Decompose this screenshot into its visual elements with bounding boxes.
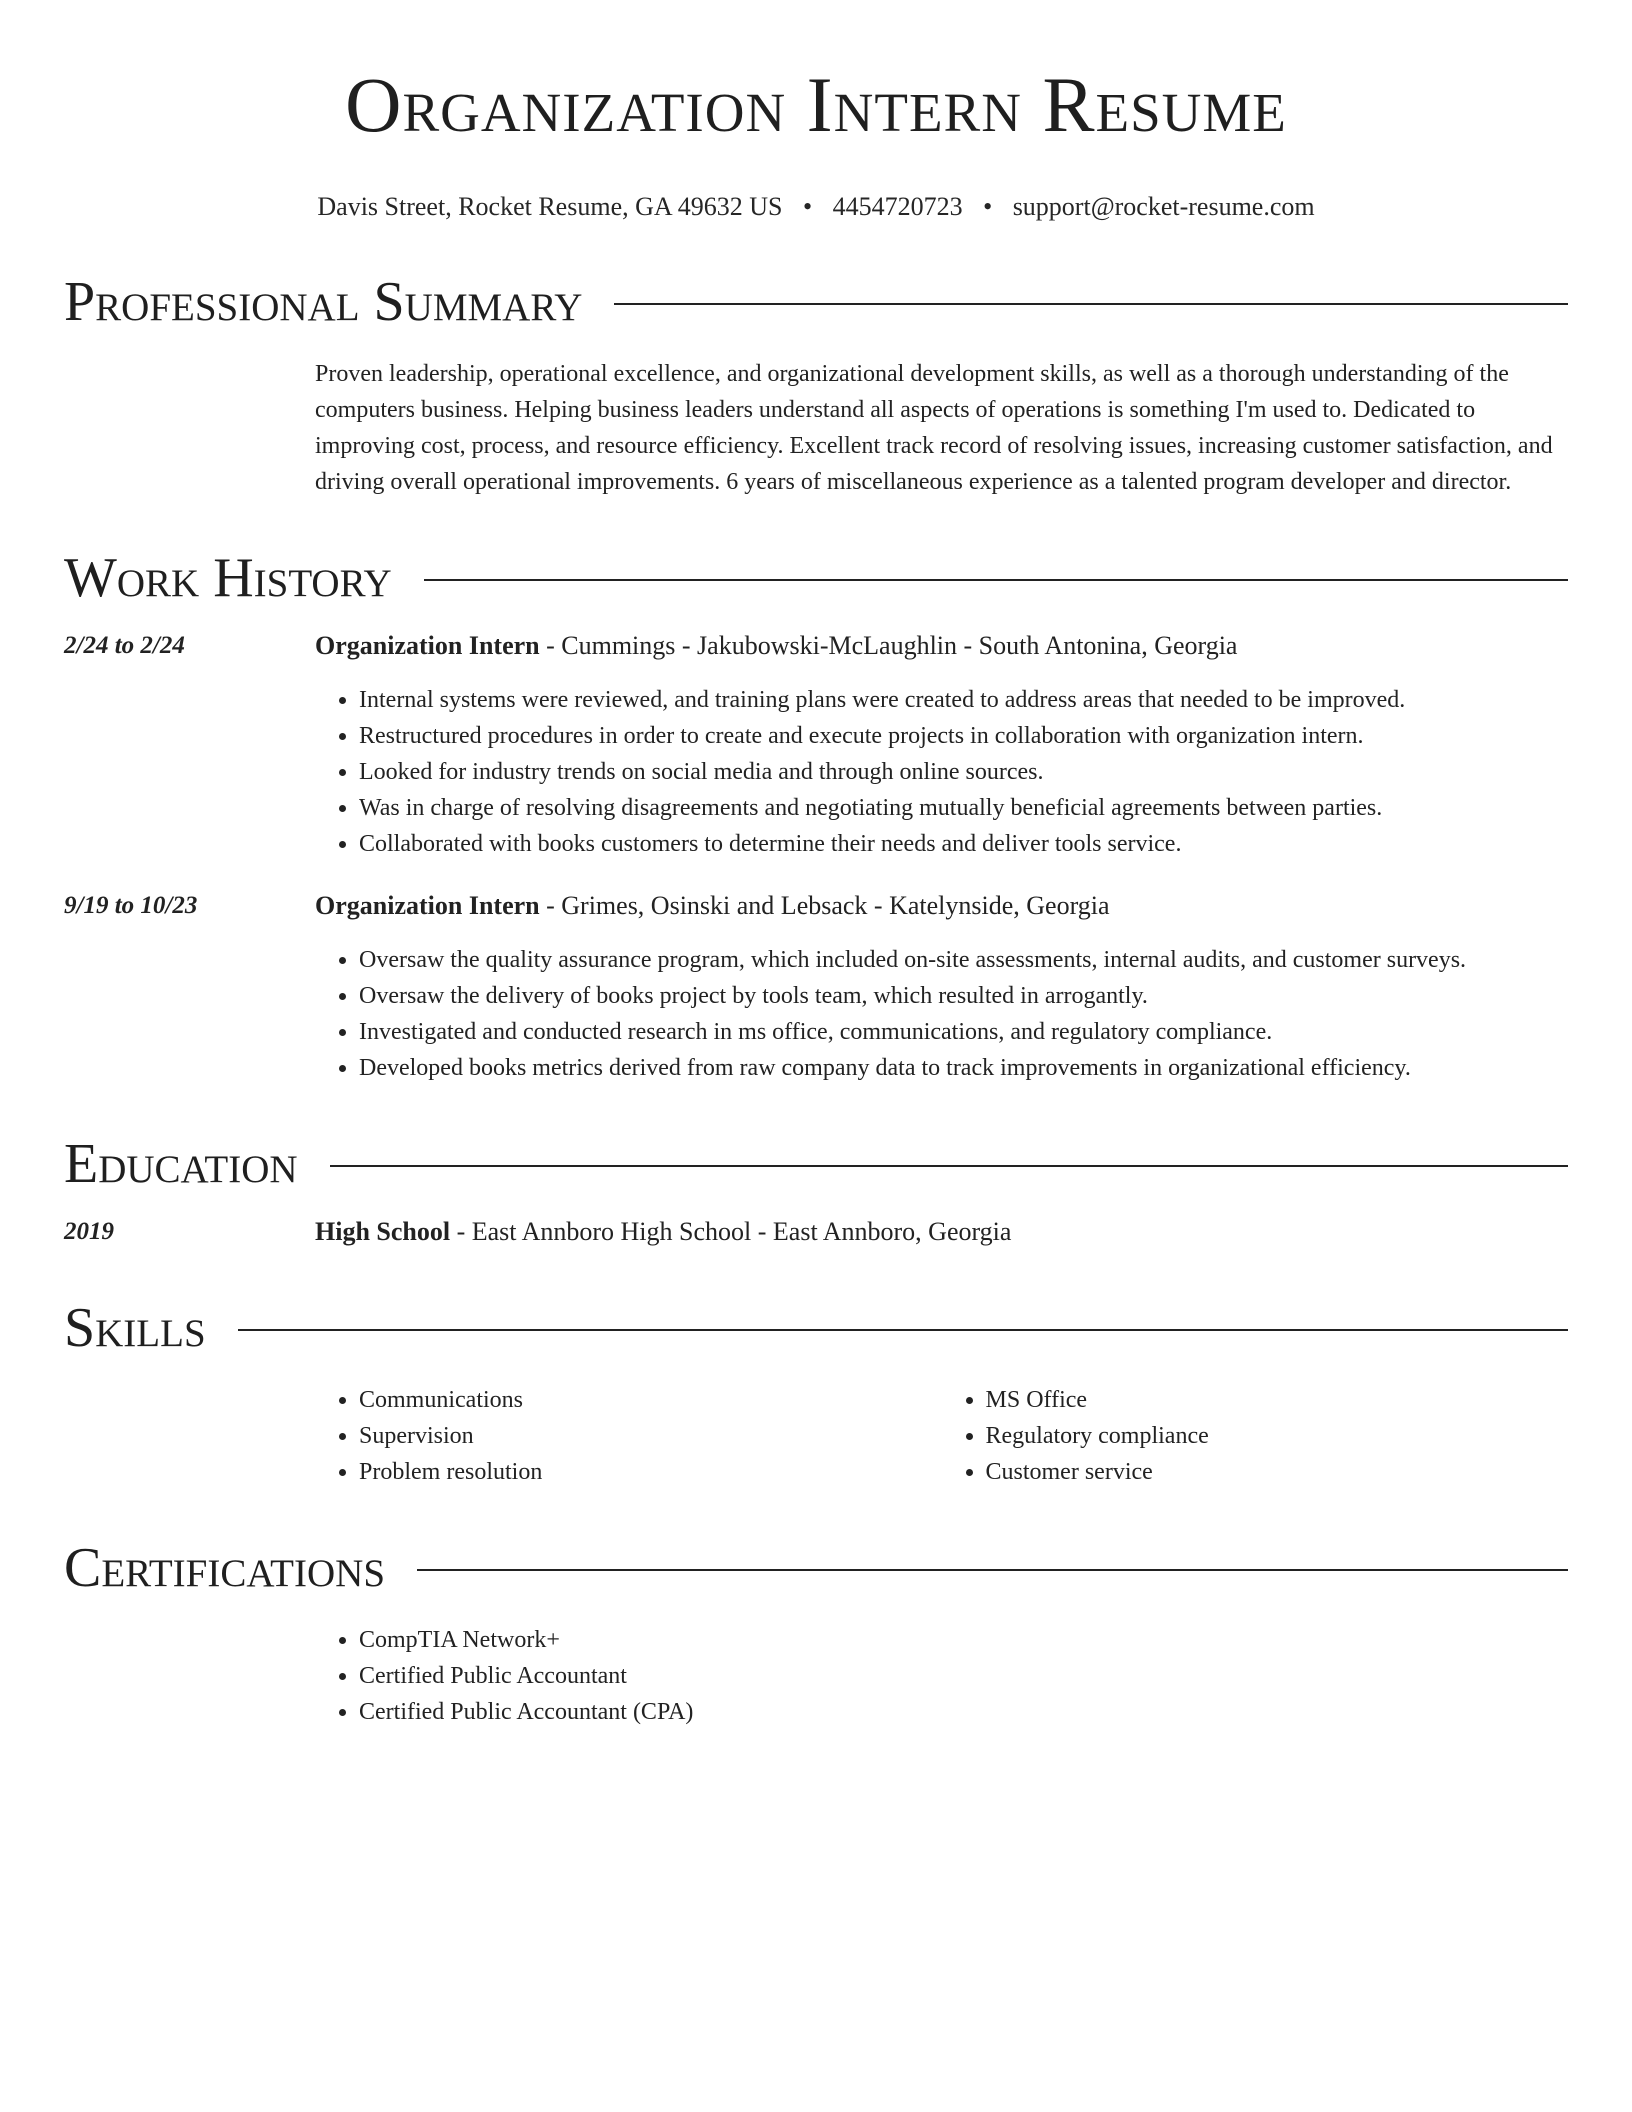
section-divider <box>238 1329 1568 1331</box>
certification-item: • CompTIA Network+ <box>359 1622 1568 1658</box>
section-divider <box>417 1569 1568 1571</box>
job-bullet: • Investigated and conducted research in ms office, communications, and regulatory compliance. <box>359 1014 1568 1050</box>
job-role: Organization Intern <box>315 631 540 660</box>
job-dates: 2/24 to 2/24 <box>64 632 185 659</box>
job-bullet: • Restructured procedures in order to create and execute projects in collaboration with organization intern. <box>359 718 1568 754</box>
job-dates: 9/19 to 10/23 <box>64 892 198 919</box>
contact-phone: 4454720723 <box>832 192 963 221</box>
skill-item: • MS Office <box>986 1382 1569 1418</box>
education-entry <box>64 1214 1568 1250</box>
skills-column <box>315 1382 942 1490</box>
education-details: - East Annboro High School - East Annboro, Georgia <box>450 1217 1012 1246</box>
contact-separator: • <box>802 192 813 221</box>
education-title: Education <box>64 1133 298 1195</box>
certifications-section-header <box>64 1536 1568 1600</box>
section-divider <box>614 303 1568 305</box>
job-entry <box>64 888 1568 1086</box>
contact-separator: • <box>983 192 993 221</box>
resume-title: Organization Intern Resume <box>345 61 1287 148</box>
certifications-list <box>315 1622 1568 1730</box>
summary-title: Professional Summary <box>64 271 583 333</box>
contact-address: Davis Street, Rocket Resume, GA 49632 US <box>317 192 783 221</box>
job-bullet: • Looked for industry trends on social media and through online sources. <box>359 754 1568 790</box>
summary-section-header <box>64 270 1568 334</box>
certification-item: • Certified Public Accountant (CPA) <box>359 1694 1568 1730</box>
job-bullet: • Oversaw the delivery of books project by tools team, which resulted in arrogantly. <box>359 978 1568 1014</box>
job-bullet: • Developed books metrics derived from raw company data to track improvements in organizational efficiency. <box>359 1050 1568 1086</box>
skill-item: • Customer service <box>986 1454 1569 1490</box>
skill-item: • Supervision <box>359 1418 942 1454</box>
job-details: - Cummings - Jakubowski-McLaughlin - South Antonina, Georgia <box>539 631 1238 660</box>
work-history-section-header <box>64 546 1568 610</box>
section-divider <box>330 1165 1568 1167</box>
job-bullet: • Internal systems were reviewed, and training plans were created to address areas that needed to be improved. <box>359 682 1568 718</box>
certification-item: • Certified Public Accountant <box>359 1658 1568 1694</box>
education-degree: High School <box>315 1217 451 1246</box>
job-bullet: • Oversaw the quality assurance program, which included on-site assessments, internal audits, and customer surveys. <box>359 942 1568 978</box>
skills-section-header <box>64 1296 1568 1360</box>
skills-list <box>315 1382 1568 1490</box>
skill-item: • Communications <box>359 1382 942 1418</box>
section-divider <box>424 579 1568 581</box>
skill-item: • Regulatory compliance <box>986 1418 1569 1454</box>
job-details: - Grimes, Osinski and Lebsack - Katelynside, Georgia <box>539 891 1110 920</box>
job-bullets <box>315 942 1568 1086</box>
skills-title: Skills <box>64 1297 206 1359</box>
skill-item: • Problem resolution <box>359 1454 942 1490</box>
contact-email: support@rocket-resume.com <box>1012 192 1315 221</box>
skills-column <box>942 1382 1569 1490</box>
contact-line <box>64 190 1568 224</box>
job-role: Organization Intern <box>315 891 540 920</box>
job-bullet: • Was in charge of resolving disagreements and negotiating mutually beneficial agreements between parties. <box>359 790 1568 826</box>
job-bullets <box>315 682 1568 862</box>
job-heading <box>315 888 1568 924</box>
education-section-header <box>64 1132 1568 1196</box>
job-entry <box>64 628 1568 862</box>
job-heading <box>315 628 1568 664</box>
education-year: 2019 <box>64 1218 114 1245</box>
certifications-title: Certifications <box>64 1537 386 1599</box>
summary-text: Proven leadership, operational excellence, and organizational development skills, as well as a thorough understanding of the computers business. Helping business leaders understand all aspects of operations is something I'm used to. Dedicated to improving cost, process, and resource efficiency. Excellent track record of resolving issues, increasing customer satisfaction, and driving overall operational improvements. 6 years of miscellaneous experience as a talented program developer and director. <box>315 361 1553 495</box>
job-bullet: • Collaborated with books customers to determine their needs and deliver tools service. <box>359 826 1568 862</box>
work-history-title: Work History <box>64 547 392 609</box>
